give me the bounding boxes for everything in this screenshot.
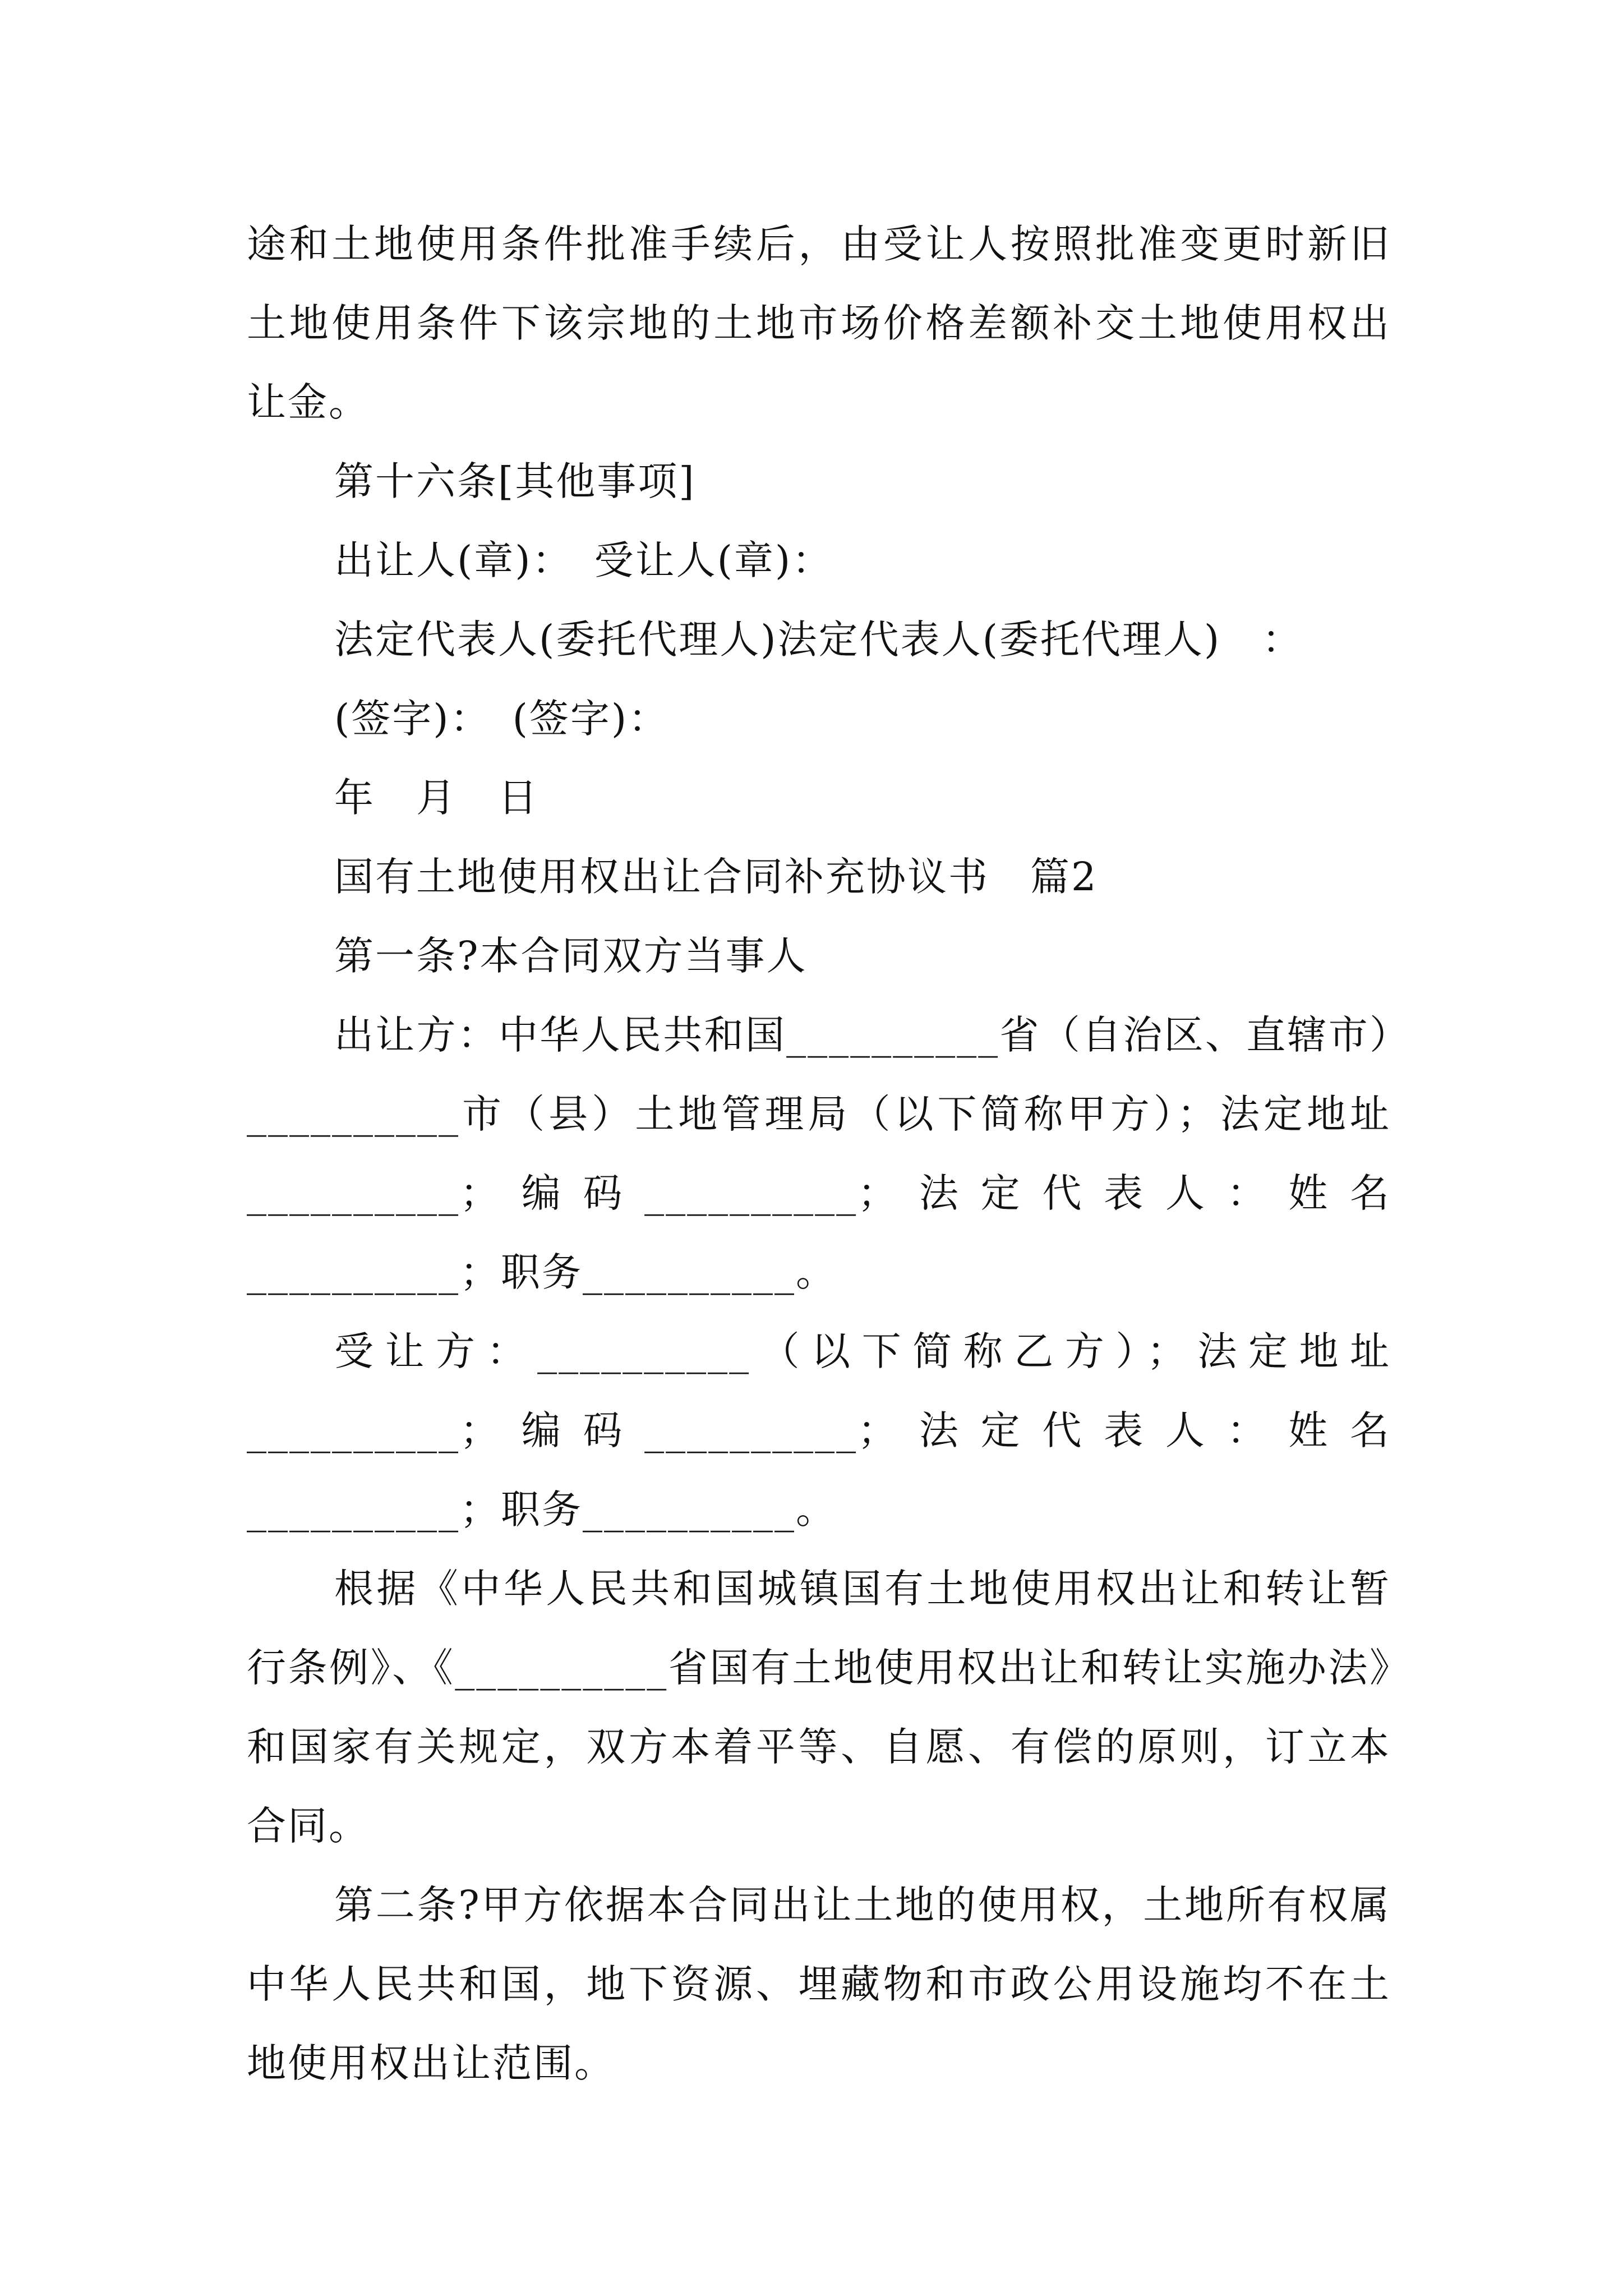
seal-line: 出让人(章)： 受让人(章)： <box>334 537 833 583</box>
paragraph-continuation: 途和土地使用条件批准手续后，由受让人按照批准变更时新旧土地使用条件下该宗地的土地市场价格差额补交土地使用权出让金。 <box>247 221 1391 425</box>
grantor-paragraph: 出让方：中华人民共和国__________省（自治区、直辖市）__________市（县）土地管理局（以下简称甲方）；法定地址__________；编码__________；法定代表人：姓名__________；职务__________。 <box>247 1012 1391 1295</box>
date-line: 年 月 日 <box>334 775 539 821</box>
representative-line: 法定代表人(委托代理人)法定代表人(委托代理人) ： <box>334 616 1303 662</box>
article-2-paragraph: 第二条?甲方依据本合同出让土地的使用权，土地所有权属中华人民共和国，地下资源、埋藏物和市政公用设施均不在土地使用权出让范围。 <box>247 1882 1391 2086</box>
document-body <box>247 205 1391 2103</box>
grantee-paragraph: 受让方：__________（以下简称乙方）；法定地址__________；编码__________；法定代表人：姓名__________；职务__________。 <box>247 1328 1391 1533</box>
signature-line: (签字)： (签字)： <box>334 696 670 742</box>
section-title: 国有土地使用权出让合同补充协议书 篇2 <box>334 854 1098 900</box>
article-1-heading: 第一条?本合同双方当事人 <box>334 933 808 979</box>
basis-paragraph: 根据《中华人民共和国城镇国有土地使用权出让和转让暂行条例》、《__________省国有土地使用权出让和转让实施办法》和国家有关规定，双方本着平等、自愿、有偿的原则，订立本合同。 <box>247 1566 1391 1849</box>
article-16-heading: 第十六条[其他事项] <box>334 458 696 504</box>
